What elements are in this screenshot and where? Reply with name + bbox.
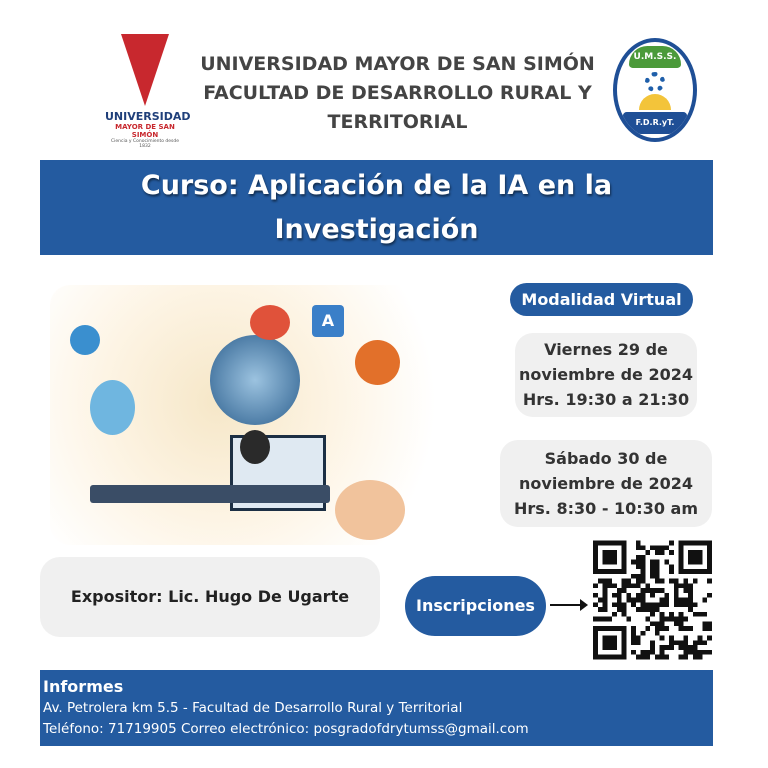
umss-shield-icon [121,34,169,106]
footer-info [40,670,713,746]
brain-icon [210,335,300,425]
course-title-line: Investigación [274,214,479,245]
session-date-2 [500,440,712,527]
molecule-icon [70,325,100,355]
session-hours: Hrs. 19:30 a 21:30 [522,390,690,409]
gear-icon [645,72,665,92]
lightbulb-icon [90,380,135,435]
footer-contact: Teléfono: 71719905 Correo electrónico: posgradofdrytumss@gmail.com [43,721,529,737]
session-month: noviembre de 2024 [519,365,693,384]
seal-top-text: U.M.S.S. [629,46,681,68]
fdryt-seal-logo [613,38,697,142]
footer-heading: Informes [43,677,124,696]
header-line: TERRITORIAL [327,111,468,133]
logo-tagline: Ciencia y Conocimiento desde 1832 [110,139,180,149]
session-date-1 [515,333,697,417]
session-hours: Hrs. 8:30 - 10:30 am [514,499,698,518]
expositor-box: Expositor: Lic. Hugo De Ugarte [40,557,380,637]
ai-letter-icon: A [312,305,344,337]
session-day: Viernes 29 de [544,340,668,359]
course-title-banner [40,160,713,255]
course-title-line: Curso: Aplicación de la IA en la [140,170,613,201]
gear-icon [355,340,400,385]
header-title [190,50,605,137]
umss-logo [105,34,191,149]
logo-text-mayor: MAYOR DE SAN SIMÓN [115,123,175,139]
header-line: UNIVERSIDAD MAYOR DE SAN SIMÓN [200,53,595,75]
footer-address: Av. Petrolera km 5.5 - Facultad de Desarrollo Rural y Territorial [43,700,463,716]
session-month: noviembre de 2024 [519,474,693,493]
registration-qr-code[interactable] [593,540,712,660]
logo-text-universidad: UNIVERSIDAD [105,110,191,123]
hand-icon [335,480,405,540]
modalidad-badge: Modalidad Virtual [510,283,693,316]
session-day: Sábado 30 de [544,449,668,468]
researcher-icon [240,430,270,464]
seal-bottom-text: F.D.R.yT. [623,112,687,134]
brain-small-icon [250,305,290,340]
inscripciones-button[interactable]: Inscripciones [405,576,546,636]
header-line: FACULTAD DE DESARROLLO RURAL Y [203,82,592,104]
ai-research-illustration [50,285,470,545]
arrow-right-icon [550,604,586,606]
desk-icon [90,485,330,503]
sun-icon [639,94,671,110]
